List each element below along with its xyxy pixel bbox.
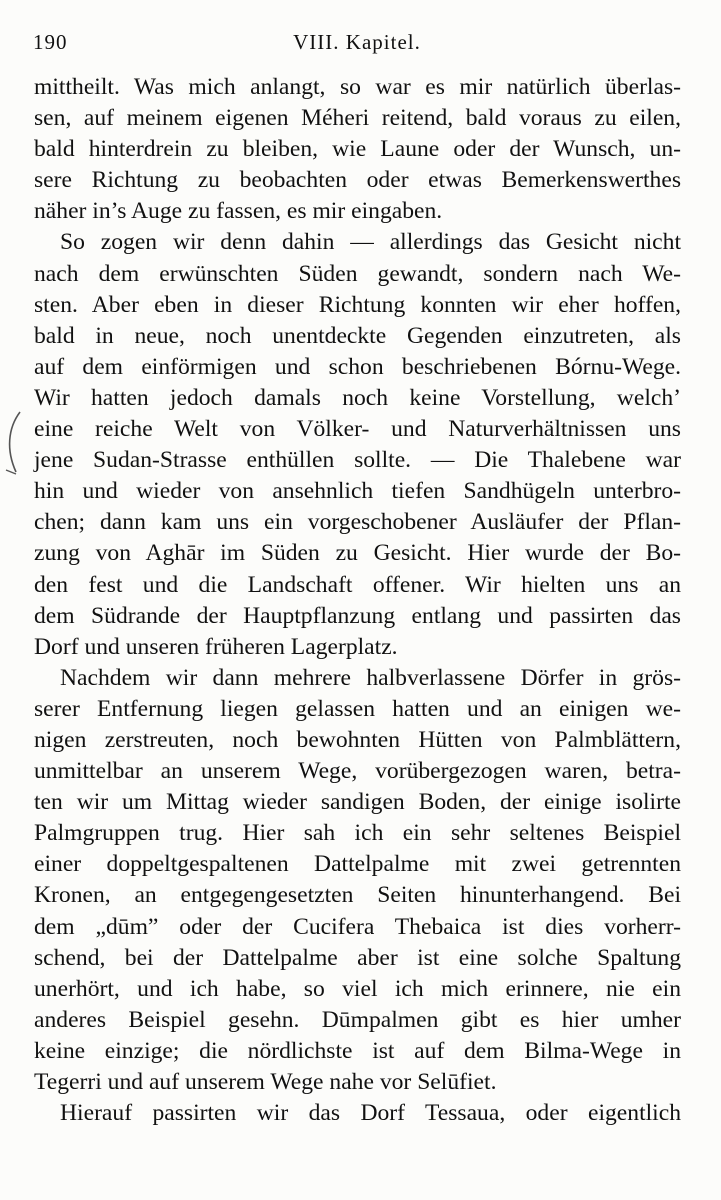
text-line: nigen zerstreuten, noch bewohnten Hütten von Palmblättern, [34,726,681,753]
paragraph-start-line: Nachdem wir dann mehrere halbverlassene Dörfer in grös- [60,664,681,691]
text-line: dem „dūm” oder der Cucifera Thebaica ist dies vorherr- [34,913,681,940]
text-line: auf dem einförmigen und schon beschriebenen Bórnu-Wege. [34,353,681,380]
text-line: Kronen, an entgegengesetzten Seiten hinunterhangend. Bei [34,882,681,909]
text-line: näher in’s Auge zu fassen, es mir eingaben. [34,198,443,225]
text-line: chen; dann kam uns ein vorgeschobener Ausläufer der Pflan- [34,509,681,536]
page-number: 190 [33,30,68,54]
text-line: Wir hatten jedoch damals noch keine Vorstellung, welch’ [34,384,681,411]
page-header [33,30,681,60]
text-line: jene Sudan-Strasse enthüllen sollte. — Die Thalebene war [34,447,681,474]
text-line: einer doppeltgespaltenen Dattelpalme mit zwei getrennten [34,851,681,878]
text-line: keine einzige; die nördlichste ist auf dem Bilma-Wege in [34,1037,681,1064]
paragraph-start-line: So zogen wir denn dahin — allerdings das Gesicht nicht [60,229,681,256]
text-line: schend, bei der Dattelpalme aber ist eine solche Spaltung [34,944,681,971]
running-head: VIII. Kapitel. [293,30,421,54]
text-line: mittheilt. Was mich anlangt, so war es mir natürlich überlas- [34,74,681,100]
text-line: bald hinterdrein zu bleiben, wie Laune oder der Wunsch, un- [34,136,681,163]
text-line: bald in neue, noch unentdeckte Gegenden einzutreten, als [34,322,681,349]
text-line: anderes Beispiel gesehn. Dūmpalmen gibt es hier umher [34,1006,681,1033]
text-line: dem Südrande der Hauptpflanzung entlang und passirten das [34,602,681,629]
text-line: Palmgruppen trug. Hier sah ich ein sehr seltenes Beispiel [34,820,681,847]
text-line: nach dem erwünschten Süden gewandt, sondern nach We- [34,260,681,287]
text-line: den fest und die Landschaft offener. Wir hielten uns an [34,571,681,598]
text-line: serer Entfernung liegen gelassen hatten und an einigen we- [34,695,681,722]
text-line: sere Richtung zu beobachten oder etwas Bemerkenswerthes [34,167,681,194]
text-line: Dorf und unseren früheren Lagerplatz. [34,633,398,660]
paragraph-start-line: Hierauf passirten wir das Dorf Tessaua, oder eigentlich [60,1100,681,1127]
text-line: sen, auf meinem eigenen Méheri reitend, bald voraus zu eilen, [34,105,681,132]
text-line: Tegerri und auf unserem Wege nahe vor Selūfiet. [34,1069,497,1095]
text-line: unmittelbar an unserem Wege, vorübergezogen waren, betra- [34,758,681,785]
text-line: eine reiche Welt von Völker- und Naturverhältnissen uns [34,416,681,443]
text-line: ten wir um Mittag wieder sandigen Boden, der einige isolirte [34,789,681,816]
body-text [34,72,681,1129]
text-line: zung von Aghār im Süden zu Gesicht. Hier wurde der Bo- [34,540,681,567]
margin-bracket-mark [4,410,26,480]
text-line: hin und wieder von ansehnlich tiefen Sandhügeln unterbro- [34,478,681,505]
text-line: unerhört, und ich habe, so viel ich mich erinnere, nie ein [34,975,681,1002]
text-line: sten. Aber eben in dieser Richtung konnten wir eher hoffen, [34,291,681,318]
